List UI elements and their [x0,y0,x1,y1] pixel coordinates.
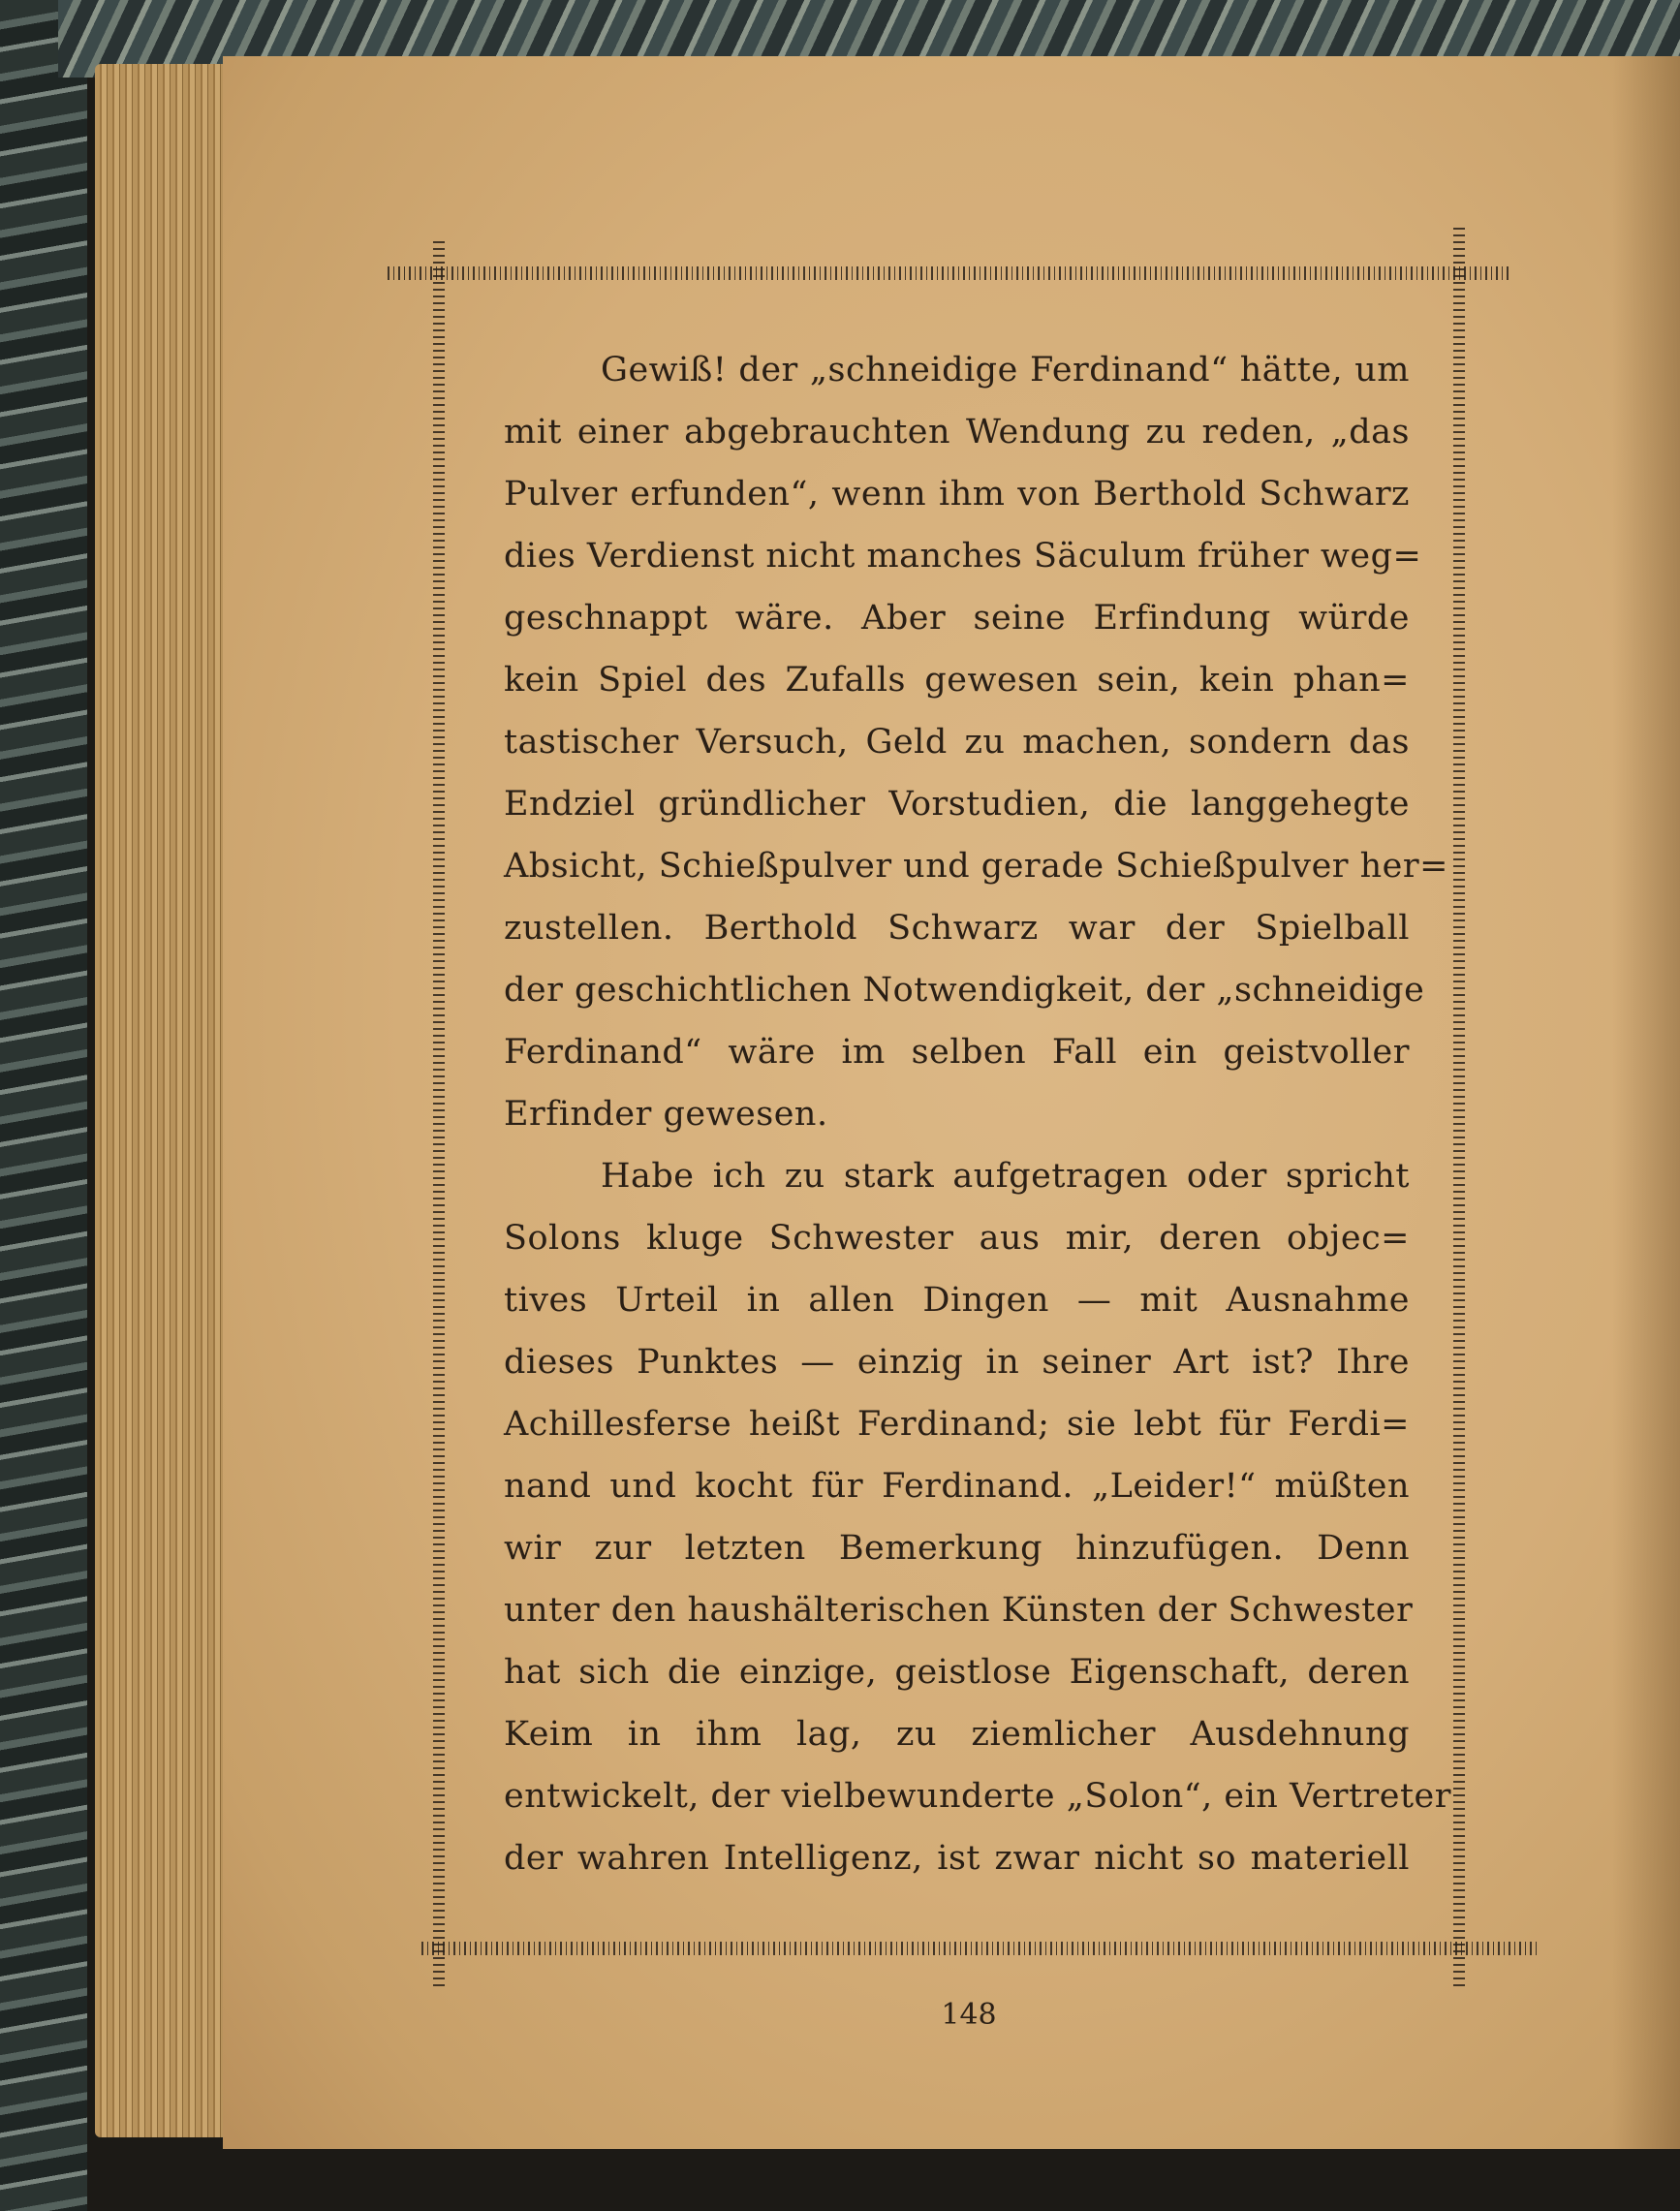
book-cover-left [0,0,87,2211]
text-line: entwickelt, der vielbewunderte „Solon“, ein Vertreter [504,1777,1451,1816]
text-line: geschnappt wäre. Aber seine Erfindung würde [504,599,1410,638]
text-line: zustellen. Berthold Schwarz war der Spielball [504,909,1410,948]
page-edges [95,64,231,2137]
text-line: unter den haushälterischen Künsten der Schwester [504,1591,1414,1630]
text-line: Solons kluge Schwester aus mir, deren objec= [504,1219,1410,1258]
frame-top-rule [388,266,1511,280]
frame-right-rule [1453,223,1465,1986]
frame-bottom-rule [421,1942,1540,1955]
text-line: dies Verdienst nicht manches Säculum früher weg= [504,537,1422,576]
frame-left-rule [433,237,445,1986]
text-line: Erfinder gewesen. [504,1095,828,1134]
page-gutter-shadow [1612,56,1680,2149]
text-line: Achillesferse heißt Ferdinand; sie lebt für Ferdi= [504,1405,1410,1444]
text-line: tives Urteil in allen Dingen — mit Ausnahme [504,1281,1410,1320]
text-line: Gewiß! der „schneidige Ferdinand“ hätte, um [601,351,1410,389]
page-number: 148 [941,1998,997,2032]
text-line: dieses Punktes — einzig in seiner Art ist? Ihre [504,1343,1410,1382]
text-line: Keim in ihm lag, zu ziemlicher Ausdehnung [504,1715,1410,1754]
text-line: Habe ich zu stark aufgetragen oder spricht [601,1157,1410,1196]
page-body-text [504,339,1451,1889]
text-line: kein Spiel des Zufalls gewesen sein, kein phan= [504,661,1410,700]
text-line: mit einer abgebrauchten Wendung zu reden, „das [504,413,1410,452]
text-line: Absicht, Schießpulver und gerade Schießpulver her= [504,847,1448,886]
text-line: der wahren Intelligenz, ist zwar nicht so materiell [504,1839,1410,1878]
text-line: Ferdinand“ wäre im selben Fall ein geistvoller [504,1033,1410,1072]
text-line: nand und kocht für Ferdinand. „Leider!“ müßten [504,1467,1410,1506]
text-line: der geschichtlichen Notwendigkeit, der „schneidige [504,971,1425,1010]
text-line: wir zur letzten Bemerkung hinzufügen. Denn [504,1529,1410,1568]
text-line: Endziel gründlicher Vorstudien, die langgehegte [504,785,1410,824]
text-line: tastischer Versuch, Geld zu machen, sondern das [504,723,1410,762]
text-line: hat sich die einzige, geistlose Eigenschaft, deren [504,1653,1410,1692]
text-line: Pulver erfunden“, wenn ihm von Berthold Schwarz [504,475,1410,514]
